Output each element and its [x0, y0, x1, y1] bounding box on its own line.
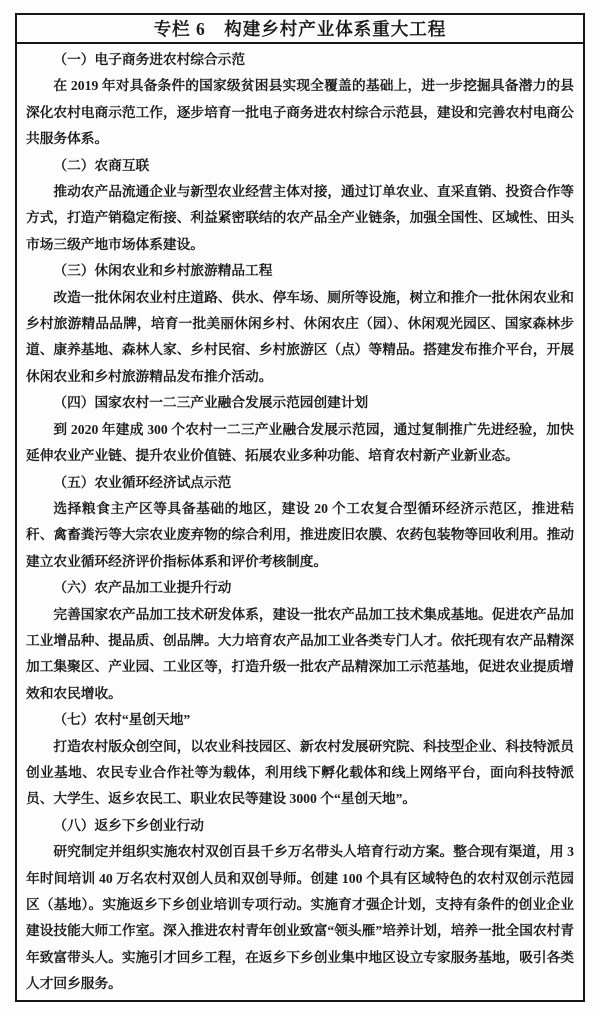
section-8: [26, 813, 574, 998]
section-paragraph: 在 2019 年对具备条件的国家级贫困县实现全覆盖的基础上，进一步挖掘具备潜力的县深化农村电商示范工作，逐步培育一批电子商务进农村综合示范县，建设和完善农村电商公共服务体系。: [26, 78, 574, 147]
section-heading: （五）农业循环经济试点示范: [53, 474, 232, 490]
box-title: 专栏 6 构建乡村产业体系重大工程: [17, 15, 583, 44]
section-heading: （四）国家农村一二三产业融合发展示范园创建计划: [53, 395, 369, 411]
section-heading: （三）休闲农业和乡村旅游精品工程: [53, 263, 273, 279]
section-1: [26, 47, 574, 153]
section-paragraph: 打造农村版众创空间，以农业科技园区、新农村发展研究院、科技型企业、科技特派员创业基地、农民专业合作社等为载体，利用线下孵化载体和线上网络平台，面向科技特派员、大学生、返乡农民工、职业农民等建设 3000 个“星创天地”。: [26, 738, 574, 807]
feature-box: [15, 13, 585, 1002]
section-5: [26, 470, 574, 576]
section-paragraph: 改造一批休闲农业村庄道路、供水、停车场、厕所等设施，树立和推介一批休闲农业和乡村旅游精品品牌，培育一批美丽休闲乡村、休闲农庄（园）、休闲观光园区、国家森林步道、康养基地、森林人家、乡村民宿、乡村旅游区（点）等精品。搭建发布推介平台，开展休闲农业和乡村旅游精品发布推介活动。: [26, 289, 574, 384]
section-heading: （一）电子商务进农村综合示范: [53, 52, 246, 67]
section-heading: （二）农商互联: [53, 157, 150, 173]
section-paragraph: 到 2020 年建成 300 个农村一二三产业融合发展示范园，通过复制推广先进经验，加快延伸农业产业链、提升农业价值链、拓展农业多种功能、培育农村新产业新业态。: [26, 421, 574, 464]
section-2: [26, 153, 574, 259]
section-paragraph: 完善国家农产品加工技术研发体系，建设一批农产品加工技术集成基地。促进农产品加工业增品种、提品质、创品牌。大力培育农产品加工业各类专门人才。依托现有农产品精深加工集聚区、产业园、工业区等，打造升级一批农产品精深加工示范基地，促进农业提质增效和农民增收。: [26, 606, 574, 701]
section-4: [26, 390, 574, 469]
section-paragraph: 选择粮食主产区等具备基础的地区，建设 20 个工农复合型循环经济示范区，推进秸秆、禽畜粪污等大宗农业废弃物的综合利用，推进废旧农膜、农药包装物等回收利用。推动建立农业循环经济评价指标体系和评价考核制度。: [26, 500, 574, 569]
section-6: [26, 575, 574, 707]
section-heading: （七）农村“星创天地”: [53, 712, 191, 728]
section-paragraph: 研究制定并组织实施农村双创百县千乡万名带头人培育行动方案。整合现有渠道，用 3 年时间培训 40 万名农村双创人员和双创导师。创建 100 个具有区域特色的农村双创示范园区（基地）。实施返乡下乡创业培训专项行动。实施育才强企计划，支持有条件的创业企业建设技能大师工作室。深入推进农村青年创业致富“领头雁”培养计划，培养一批全国农村青年致富带头人。实施引才回乡工程，在返乡下乡创业集中地区设立专家服务基地，吸引各类人才回乡服务。: [26, 844, 574, 992]
section-3: [26, 258, 574, 390]
section-paragraph: 推动农产品流通企业与新型农业经营主体对接，通过订单农业、直采直销、投资合作等方式，打造产销稳定衔接、利益紧密联结的农产品全产业链条，加强全国性、区域性、田头市场三级产地市场体系建设。: [26, 184, 574, 252]
box-body: [17, 44, 583, 998]
section-heading: （八）返乡下乡创业行动: [53, 817, 204, 833]
section-7: [26, 707, 574, 813]
section-heading: （六）农产品加工业提升行动: [53, 580, 232, 596]
